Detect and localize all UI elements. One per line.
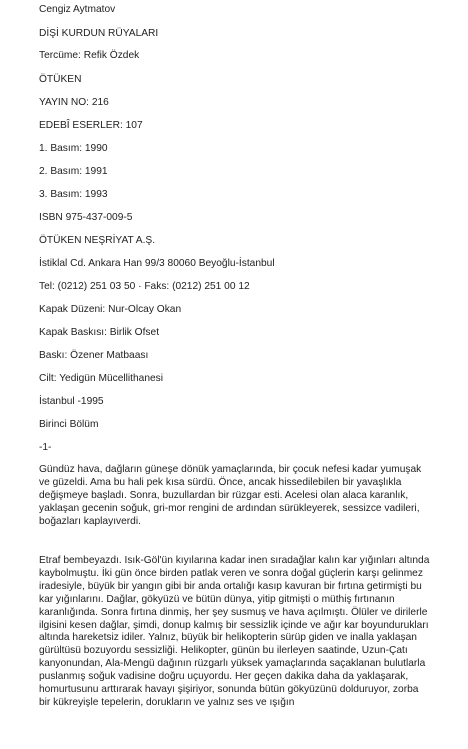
printing-credit: Baskı: Özener Matbaası xyxy=(39,350,149,361)
isbn-line: ISBN 975-437-009-5 xyxy=(39,212,133,223)
chapter-heading: Birinci Bölüm xyxy=(39,419,99,430)
first-edition: 1. Basım: 1990 xyxy=(39,143,108,154)
translator-line: Tercüme: Refik Özdek xyxy=(39,50,140,61)
cover-design-credit: Kapak Düzeni: Nur-Olcay Okan xyxy=(39,304,182,315)
book-title: DİŞİ KURDUN RÜYALARI xyxy=(39,28,159,39)
binding-credit: Cilt: Yedigün Mücellithanesi xyxy=(39,373,164,384)
second-edition: 2. Basım: 1991 xyxy=(39,166,108,177)
place-year-line: İstanbul -1995 xyxy=(39,396,104,407)
publisher-name: ÖTÜKEN xyxy=(39,74,82,85)
paragraph-2: Etraf bembeyazdı. Isık-Göl'ün kıyılarına kadar inen sıradağlar kalın kar yığınları altında kaybolmuştu. İki gün önce birden patlak veren ve sonra doğal güçlerin karşı gelinmez iradesiyle, büyük bir yangın gibi bir anda ortalığı kasıp kavuran bir fırtına getirmişti bu kar yığınlarını. Dağlar, gökyüzü ve bütün dünya, yitip gitmişti o müthiş fırtınanın karanlığında. Sonra fırtına dinmiş, her şey susmuş ve hava açılmıştı. Ölüler ve dirilerle ilgisini kesen dağlar, şimdi, donup kalmış bir sessizlik içinde ve ağır kar boyundurukları altında hareketsiz idiler. Yalnız, büyük bir helikopterin sürüp giden ve inalla yaklaşan gürültüsü bozuyordu sessizliği. Helikopter, günün bu ilerleyen saatinde, Uzun-Çatı kanyonundan, Ala-Mengü dağının rüzgarlı yüksek yamaçlarında saçaklanan bulutlarla puslanmış soğuk vadisine doğru uçuyordu. Her geçen dakika daha da yaklaşarak, homurtusunu arttırarak havayı şişiriyor, sonunda bütün gökyüzünü dolduruyor, zorba bir kükreyişle tepelerin, dorukların ve yalnız ses ve ışığın xyxy=(39,555,430,708)
cover-printing-credit: Kapak Baskısı: Birlik Ofset xyxy=(39,327,160,338)
series-number: EDEBÎ ESERLER: 107 xyxy=(39,120,143,131)
author-line: Cengiz Aytmatov xyxy=(39,4,116,15)
publication-number: YAYIN NO: 216 xyxy=(39,97,109,108)
section-number: -1- xyxy=(39,442,52,453)
paragraph-1: Gündüz hava, dağların güneşe dönük yamaçlarında, bir çocuk nefesi kadar yumuşak ve güzeldi. Ama bu hali pek kısa sürdü. Önce, ancak hissedilebilen bir yavaşlıkla değişmeye başladı. Sonra, buzullardan bir rüzgar esti. Acelesi olan alaca karanlık, yaklaşan gecenin soğuk, gri-mor rengini de ardından sürükleyerek, sessizce vadileri, boğazları kaplayıverdi. xyxy=(39,464,422,527)
publisher-company: ÖTÜKEN NEŞRİYAT A.Ş. xyxy=(39,235,156,246)
publisher-address: İstiklal Cd. Ankara Han 99/3 80060 Beyoğlu-İstanbul xyxy=(39,258,275,269)
publisher-contact: Tel: (0212) 251 03 50 · Faks: (0212) 251 00 12 xyxy=(39,281,250,292)
third-edition: 3. Basım: 1993 xyxy=(39,189,108,200)
